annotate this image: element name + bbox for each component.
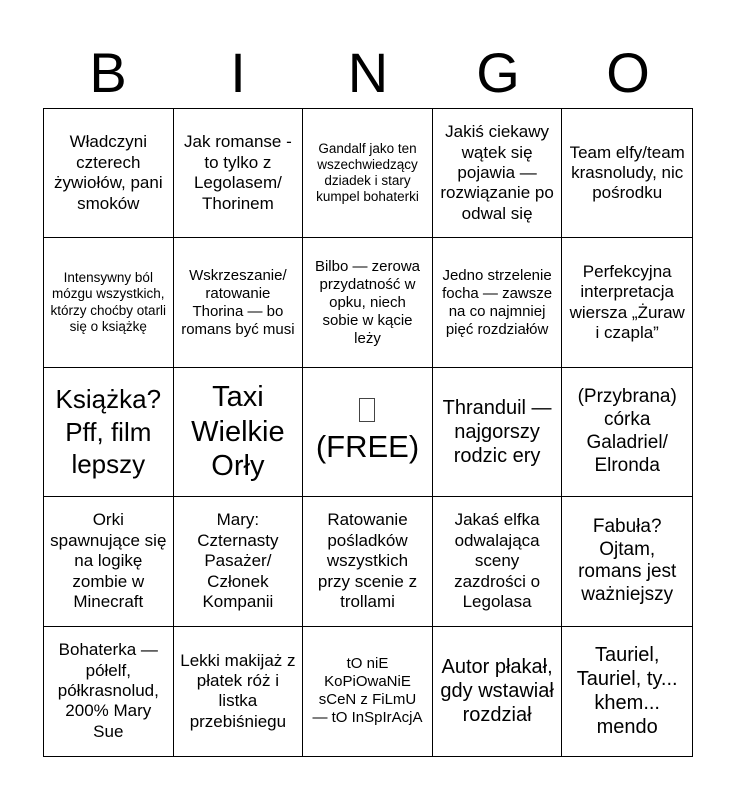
cell-text: Gandalf jako ten wszechwiedzący dziadek i stary kumpel bohaterki [316,140,419,205]
bingo-cell[interactable] [562,109,692,238]
bingo-cell[interactable] [44,238,174,367]
cell-text: Bilbo — zerowa przydatność w opku, niech sobie w kącie leży [314,257,421,347]
cell-text: Team elfy/team krasnoludy, nic pośrodku [569,142,685,203]
cell-text: Władczyni czterech żywiołów, pani smoków [53,132,163,213]
header-letter-n: N [347,41,389,104]
header-letter-i: I [230,41,246,104]
bingo-cell[interactable] [562,497,692,626]
cell-text: Intensywny ból mózgu wszystkich, którzy choćby otarli się o książkę [50,270,167,334]
bingo-cell[interactable] [44,627,174,756]
bingo-cell[interactable] [433,238,563,367]
cell-text: Jakiś ciekawy wątek się pojawia — rozwiązanie po odwal się [440,122,554,223]
cell-text: Lekki makijaż z płatek róż i listka przebiśniegu [180,650,296,731]
bingo-cell[interactable] [303,109,433,238]
cell-text: Perfekcyjna interpretacja wiersza „Żuraw i czapla” [569,261,685,342]
bingo-cell[interactable] [303,627,433,756]
cell-text: Jakaś elfka odwalająca sceny zazdrości o Legolasa [454,510,541,611]
bingo-cell[interactable] [174,368,304,497]
cell-text: tO niE KoPiOwaNiE sCeN z FiLmU — tO InSpIrAcjA [312,655,423,727]
bingo-cell[interactable] [562,368,692,497]
bingo-cell[interactable] [562,238,692,367]
cell-text: Jedno strzelenie focha — zawsze na co najmniej pięć rozdziałów [442,266,553,338]
bingo-cell[interactable] [433,368,563,497]
bingo-cell[interactable] [44,109,174,238]
bingo-cell[interactable] [433,627,563,756]
cell-text: (FREE) [315,429,420,465]
bingo-cell[interactable] [174,238,304,367]
cell-text: Mary: Czternasty Pasażer/ Członek Kompanii [197,510,279,611]
cell-text: Jak romanse - to tylko z Legolasem/ Thorinem [184,132,292,213]
cell-text: Autor płakał, gdy wstawiał rozdział [440,656,554,727]
bingo-cell[interactable] [44,368,174,497]
cell-text: Ratowanie pośladków wszystkich przy scenie z trollami [317,510,418,611]
cell-text: Wskrzeszanie/ ratowanie Thorina — bo romans być musi [181,266,295,338]
cell-text: Książka? Pff, film lepszy [55,384,162,480]
cell-text: Tauriel, Tauriel, ty... khem... mendo [576,644,678,739]
header-letter-o: O [606,41,650,104]
bingo-cell[interactable] [562,627,692,756]
cell-text: Fabuła? Ojtam, romans jest ważniejszy [578,515,677,606]
cell-text: Taxi Wielkie Orły [191,380,285,483]
bingo-cell[interactable] [174,497,304,626]
header-letter-g: G [476,41,520,104]
cell-text: Bohaterka — półelf, półkrasnolud, 200% Mary Sue [57,640,159,741]
bingo-cell-free[interactable] [303,368,433,497]
bingo-cell[interactable] [174,627,304,756]
cell-text: (Przybrana) córka Galadriel/ Elronda [577,386,677,476]
bingo-cell[interactable] [44,497,174,626]
free-space-icon [359,398,375,422]
cell-text: Orki spawnujące się na logikę zombie w Minecraft [50,510,167,611]
bingo-grid [43,108,693,757]
bingo-cell[interactable] [303,238,433,367]
bingo-cell[interactable] [303,497,433,626]
bingo-header [43,38,693,108]
cell-text: Thranduil — najgorszy rodzic ery [442,396,552,467]
bingo-cell[interactable] [433,497,563,626]
bingo-cell[interactable] [433,109,563,238]
bingo-cell[interactable] [174,109,304,238]
header-letter-b: B [89,41,127,104]
